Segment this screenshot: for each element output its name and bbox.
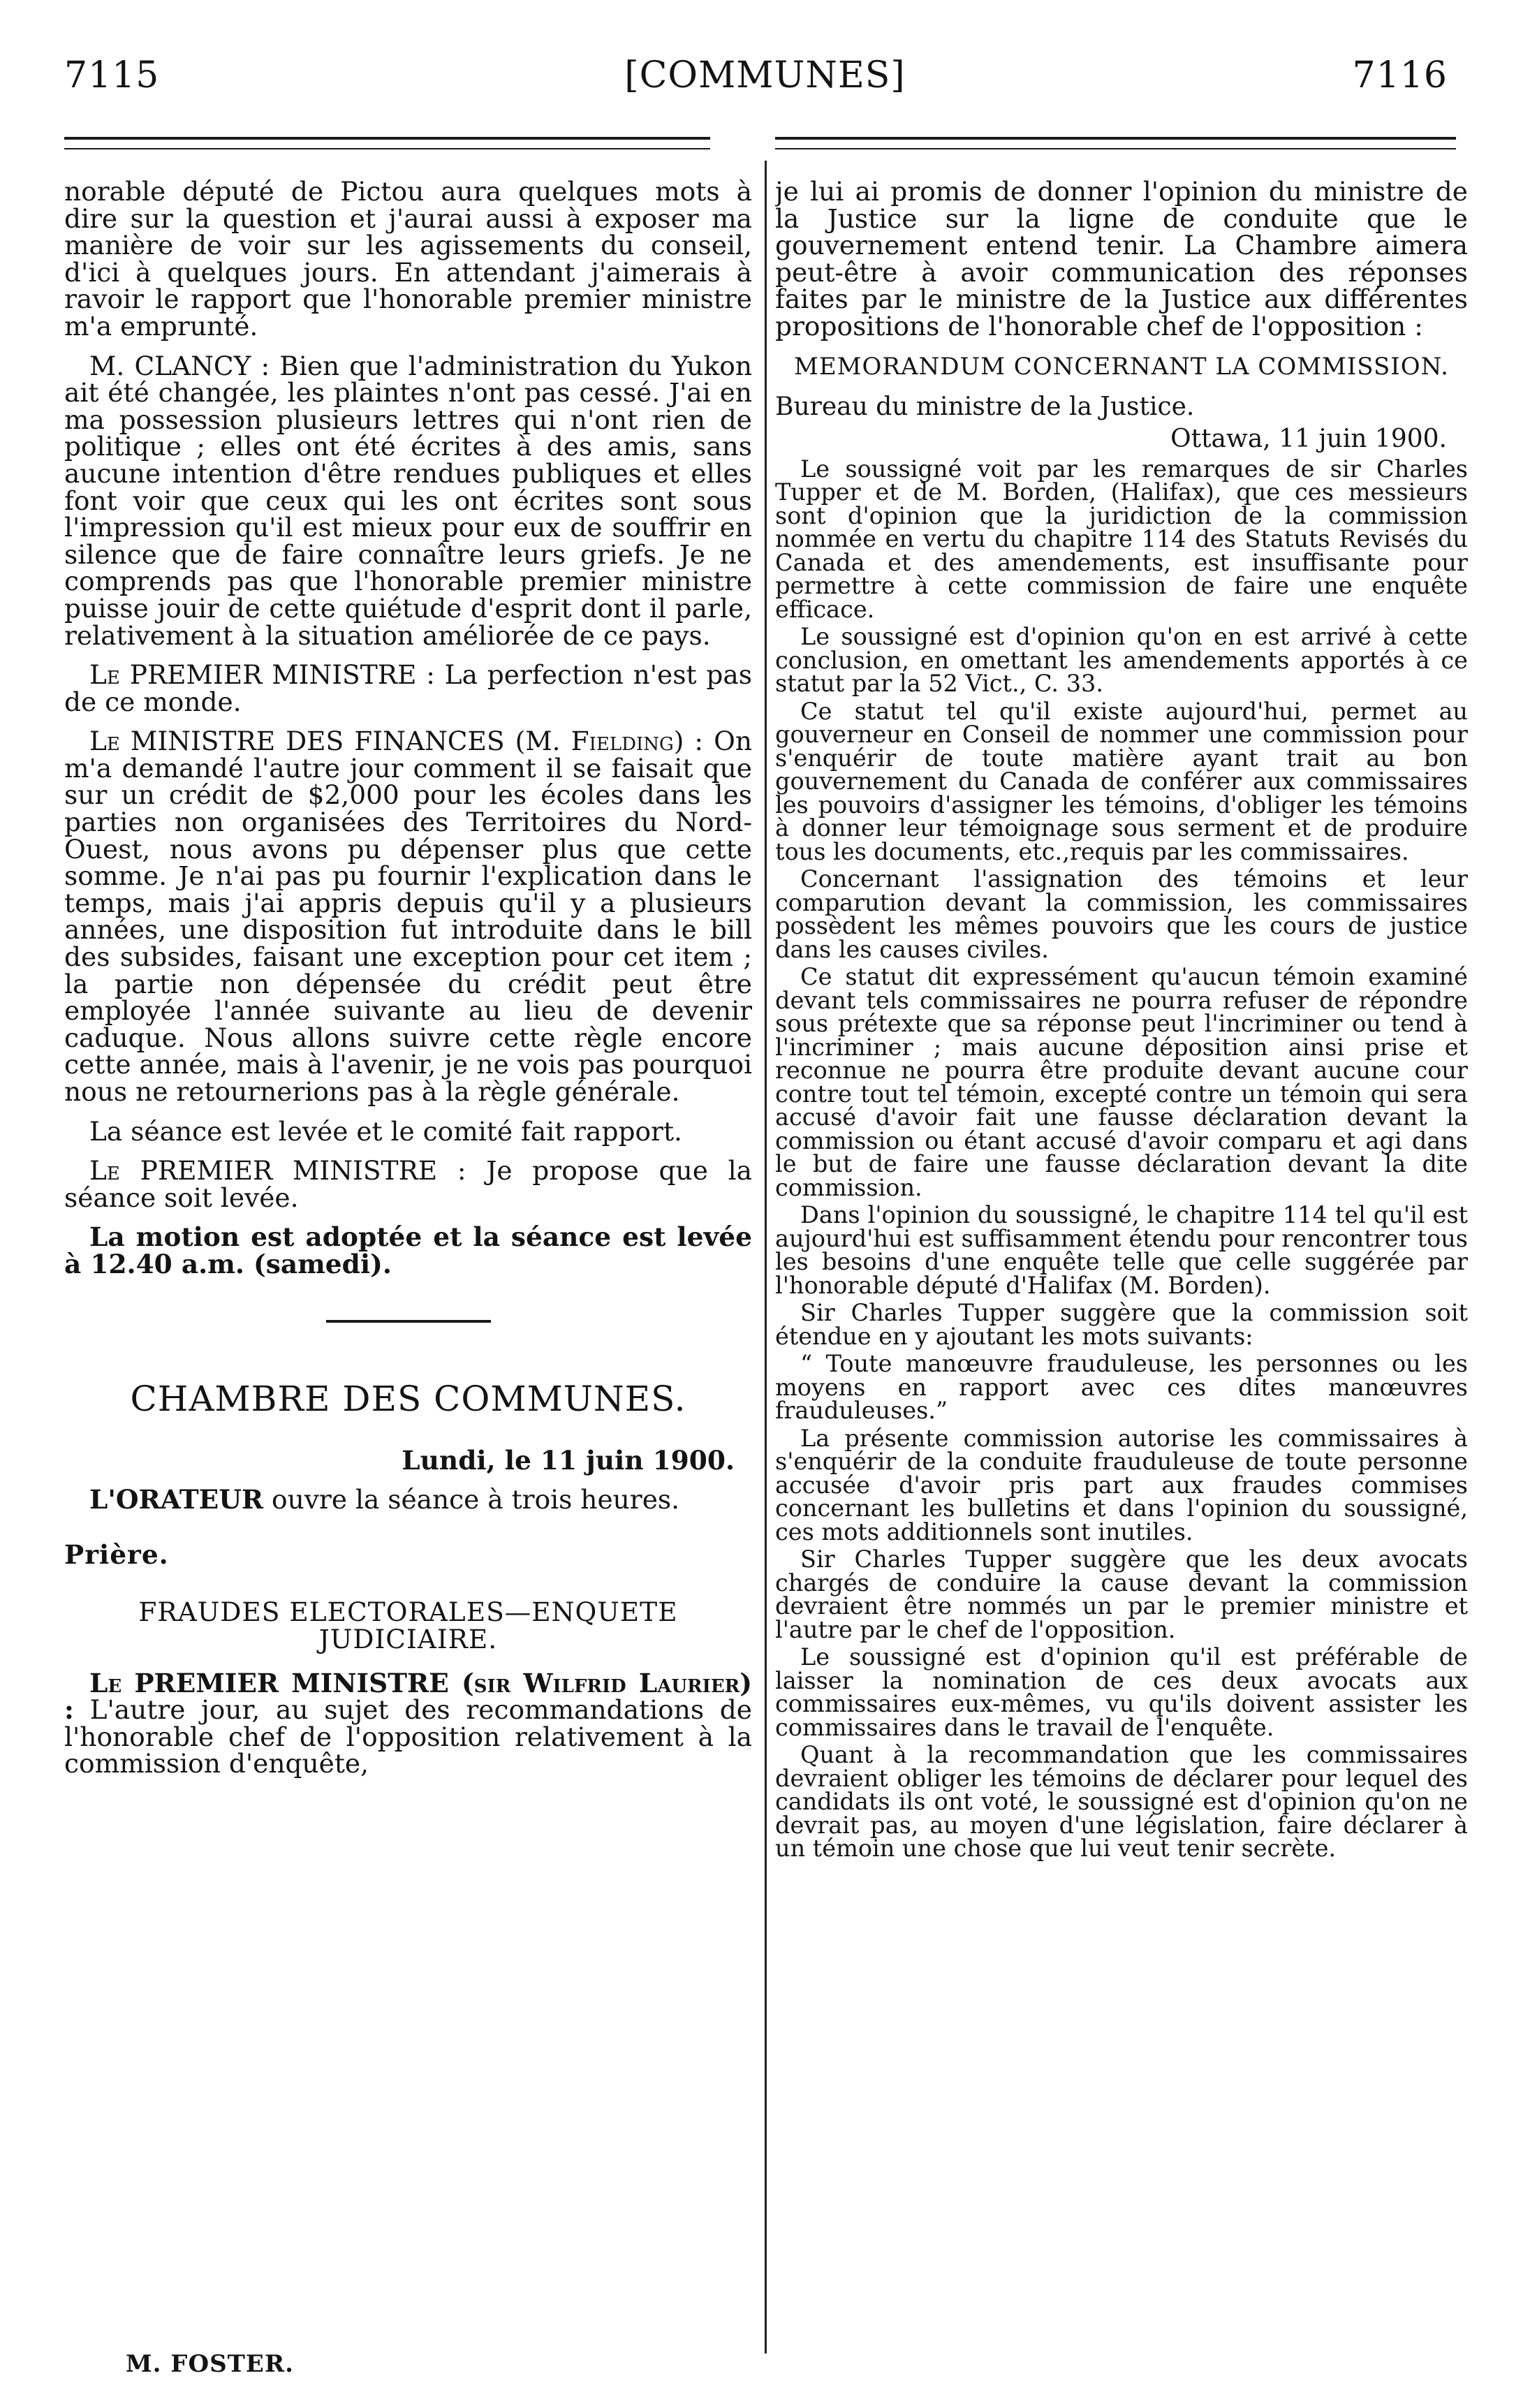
- page-number-right: 7116: [1352, 54, 1448, 96]
- header-rule-left-thin: [64, 148, 710, 149]
- paragraph: [64, 1157, 752, 1211]
- memo-paragraph: Le soussigné voit par les remarques de sir Charles Tupper et de M. Borden, (Halifax), que ces messieurs sont d'opinion que la juridiction de la commission nommée en vertu du chapitre 114 des Statuts Revisés du Canada et des amendements, est insuffisante pour permettre à cette commission de faire une enquête efficace.: [775, 455, 1468, 623]
- page-number-left: 7115: [64, 54, 160, 96]
- speaker-name: Le PREMIER MINISTRE :: [89, 659, 435, 691]
- memo-paragraph: Dans l'opinion du soussigné, le chapitre 114 tel qu'il est aujourd'hui est suffisamment étendu pour rencontrer tous les besoins d'une enquête telle que celle suggérée par l'honorable député d'Halifax (M. Borden).: [775, 1201, 1468, 1299]
- paragraph: je lui ai promis de donner l'opinion du ministre de la Justice sur la ligne de conduite que le gouvernement entend tenir. La Chambre aimera peut-être à avoir communication des réponses faites par le ministre de la Justice aux différentes propositions de l'honorable chef de l'opposition :: [775, 178, 1468, 342]
- footer-speaker-name: M. FOSTER.: [126, 2350, 294, 2378]
- column-divider: [765, 161, 767, 2354]
- speaker-name: Le PREMIER MINISTRE :: [89, 1155, 466, 1187]
- speaker-name: Le MINISTRE DES FINANCES (M. Fielding) :: [89, 726, 704, 757]
- running-header-title: [COMMUNES]: [624, 54, 906, 96]
- memo-paragraph: Le soussigné est d'opinion qu'il est préférable de laisser la nomination de ces deux avocats aux commissaires eux-mêmes, vu qu'ils doivent assister les commissaires dans le travail de l'enquête.: [775, 1643, 1468, 1741]
- speech-text: L'autre jour, au sujet des recommandations de l'honorable chef de l'opposition relativement à la commission d'enquête,: [64, 1694, 752, 1779]
- memo-paragraph: Ce statut tel qu'il existe aujourd'hui, permet au gouverneur en Conseil de nommer une commission pour s'enquérir de toute matière ayant trait au bon gouvernement du Canada de conférer aux commissaires les pouvoirs d'assigner les témoins, d'obliger les témoins à donner leur témoignage sous serment et de produire tous les documents, etc.,requis par les commissaires.: [775, 697, 1468, 865]
- paragraph: La séance est levée et le comité fait rapport.: [89, 1115, 682, 1147]
- header-rule-right-thin: [775, 148, 1456, 149]
- section-divider: [326, 1320, 491, 1323]
- paragraph: [64, 350, 752, 651]
- speech-text: On m'a demandé l'autre jour comment il se faisait que sur un crédit de $2,000 pour les écoles dans les parties non organisées des Territoires du Nord-Ouest, nous avons pu dépenser plus que cette somme. Je n'ai pas pu fournir l'explication dans le temps, mais j'ai appris depuis qu'il y a plusieurs années, une disposition fut introduite dans le bill des subsides, faisant une exception pour cet item ; la partie non dépensée du crédit peut être employée l'année suivante au lieu de devenir caduque. Nous allons suivre cette règle encore cette année, mais à l'avenir, je ne vois pas pourquoi nous ne retournerions pas à la règle générale.: [64, 726, 752, 1107]
- left-column: [64, 178, 752, 1790]
- speaker-name: L'ORATEUR: [89, 1484, 264, 1515]
- paragraph: [64, 1667, 752, 1779]
- section-title: CHAMBRE DES COMMUNES.: [130, 1378, 686, 1419]
- memo-paragraph: Sir Charles Tupper suggère que la commission soit étendue en y ajoutant les mots suivants:: [775, 1299, 1468, 1350]
- speaker-name: M. CLANCY :: [89, 350, 270, 381]
- memorandum-title: MEMORANDUM CONCERNANT LA COMMISSION.: [794, 352, 1449, 381]
- speaker-name: Le PREMIER MINISTRE (sir Wilfrid Laurier) :: [64, 1667, 752, 1726]
- paragraph: [64, 728, 752, 1105]
- memo-paragraph: Le soussigné est d'opinion qu'on en est arrivé à cette conclusion, en omettant les amendements apportés à ce statut par la 52 Vict., C. 33.: [775, 623, 1468, 698]
- memo-quote: “ Toute manœuvre frauduleuse, les personnes ou les moyens en rapport avec ces dites manœuvres frauduleuses.”: [775, 1350, 1468, 1425]
- bureau-line: Bureau du ministre de la Justice.: [775, 392, 1195, 421]
- memo-paragraph: La présente commission autorise les commissaires à s'enquérir de la conduite frauduleuse de toute personne accusée d'avoir pris part aux fraudes commises concernant les bulletins et dans l'opinion du soussigné, ces mots additionnels sont inutiles.: [775, 1424, 1468, 1546]
- right-column: [775, 178, 1468, 1865]
- paragraph: [64, 1486, 752, 1513]
- subject-heading: FRAUDES ELECTORALES—ENQUETE JUDICIAIRE.: [138, 1596, 678, 1654]
- speech-text: ouvre la séance à trois heures.: [272, 1484, 680, 1515]
- memo-paragraph: Quant à la recommandation que les commissaires devraient obliger les témoins de déclarer pour lequel des candidats ils ont voté, le soussigné est d'opinion qu'on ne devrait pas, au moyen d'une législation, faire déclarer à un témoin une chose que lui veut tenir secrète.: [775, 1741, 1468, 1863]
- dateline: Ottawa, 11 juin 1900.: [1170, 424, 1447, 453]
- paragraph: La motion est adoptée et la séance est levée à 12.40 a.m. (samedi).: [64, 1221, 752, 1279]
- header-rule-right: [775, 137, 1456, 140]
- session-date: Lundi, le 11 juin 1900.: [402, 1444, 735, 1476]
- header-rule-left: [64, 137, 710, 140]
- paragraph: [64, 661, 752, 715]
- speech-text: Bien que l'administration du Yukon ait été changée, les plaintes n'ont pas cessé. J'ai en ma possession plusieurs lettres qui n'ont rien de politique ; elles ont été écrites à des amis, sans aucune intention d'être rendues publiques et elles font voir que ceux qui les ont écrites sont sous l'impression qu'il est mieux pour eux de souffrir en silence que de faire connaître leurs griefs. Je ne comprends pas que l'honorable premier ministre puisse jouir de cette quiétude d'esprit dont il parle, relativement à la situation améliorée de ce pays.: [64, 350, 752, 651]
- prayer-label: Prière.: [64, 1539, 169, 1570]
- memo-paragraph: Concernant l'assignation des témoins et leur comparution devant la commission, les commissaires possèdent les mêmes pouvoirs que les cours de justice dans les causes civiles.: [775, 865, 1468, 963]
- memo-paragraph: Sir Charles Tupper suggère que les deux avocats chargés de conduire la cause devant la commission devraient être nommés un par le premier ministre et l'autre par le chef de l'opposition.: [775, 1546, 1468, 1643]
- memo-paragraph: Ce statut dit expressément qu'aucun témoin examiné devant tels commissaires ne pourra refuser de répondre sous prétexte que sa réponse peut l'incriminer ou tend à l'incriminer ; mais aucune déposition ainsi prise et reconnue ne pourra être produite devant aucune cour contre tout tel témoin, excepté contre un témoin qui sera accusé d'avoir fait une fausse déclaration devant la commission ou étant accusé d'avoir comparu et agi dans le but de faire une fausse déclaration devant la dite commission.: [775, 963, 1468, 1201]
- speech-text: La perfection n'est pas de ce monde.: [64, 659, 752, 717]
- paragraph: norable député de Pictou aura quelques mots à dire sur la question et j'aurai aussi à exposer ma manière de voir sur les agissements du conseil, d'ici à quelques jours. En attendant j'aimerais à ravoir le rapport que l'honorable premier ministre m'a emprunté.: [64, 178, 752, 342]
- speech-text: Je propose que la séance soit levée.: [64, 1155, 752, 1213]
